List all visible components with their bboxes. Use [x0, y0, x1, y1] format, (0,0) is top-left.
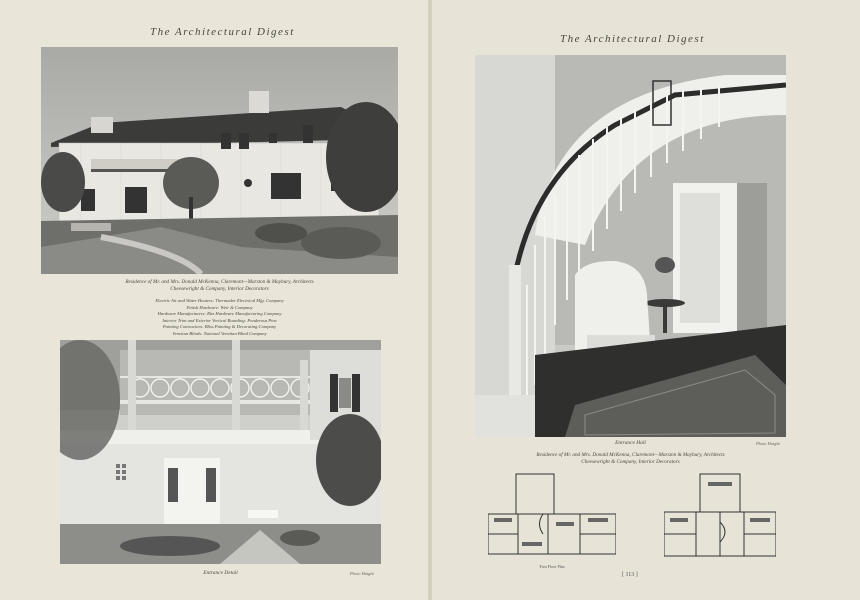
- entrance-hall-caption: Entrance Hall: [615, 440, 646, 446]
- credit-line: Finish Hardware: Weir & Company: [186, 304, 253, 310]
- first-floor-plan-label: First Floor Plan: [539, 564, 565, 569]
- entrance-detail-credit: Photo Haight: [350, 571, 374, 576]
- credit-line: Painting Contractors: Bliss Painting & Decorating Company: [162, 324, 277, 330]
- credit-line: Electric Air and Water Heaters: Thermador Electrical Mfg. Company: [155, 298, 284, 303]
- entrance-detail-caption: Entrance Detail: [203, 570, 238, 576]
- credit-line: Venetian Blinds: National Venetian Blind Company: [172, 330, 267, 336]
- credit-line: Hardware Manufacturers: Ritz Hardware Manufacturing Company: [157, 311, 282, 317]
- page-number: [ 113 ]: [622, 572, 638, 578]
- entrance-hall-credit: Photo Haight: [756, 441, 780, 446]
- residence-caption: Residence of Mr. and Mrs. Donald McKenna, Claremont—Marston & Maybury, Architects: [125, 279, 314, 285]
- house-exterior-photo: [41, 47, 398, 274]
- credit-line: Interior Trim and Exterior Vertical Boarding: Ponderosa Pine: [162, 317, 277, 323]
- second-floor-plan: [664, 472, 776, 560]
- right-residence-caption: [475, 452, 786, 465]
- entrance-detail-photo: [60, 340, 381, 564]
- page-gutter: [428, 0, 432, 600]
- top-photo-caption: [41, 279, 398, 292]
- right-masthead: The Architectural Digest: [560, 33, 705, 45]
- first-floor-plan: [488, 472, 616, 564]
- entrance-hall-photo: [475, 55, 786, 437]
- credits-list: [41, 298, 398, 338]
- decorator-caption: Cheesewright & Company, Interior Decorators: [170, 285, 269, 292]
- decorator-caption: Cheesewright & Company, Interior Decorators: [581, 458, 680, 465]
- residence-caption: Residence of Mr. and Mrs. Donald McKenna, Claremont—Marston & Maybury, Architects: [536, 452, 725, 458]
- left-masthead: The Architectural Digest: [150, 26, 295, 38]
